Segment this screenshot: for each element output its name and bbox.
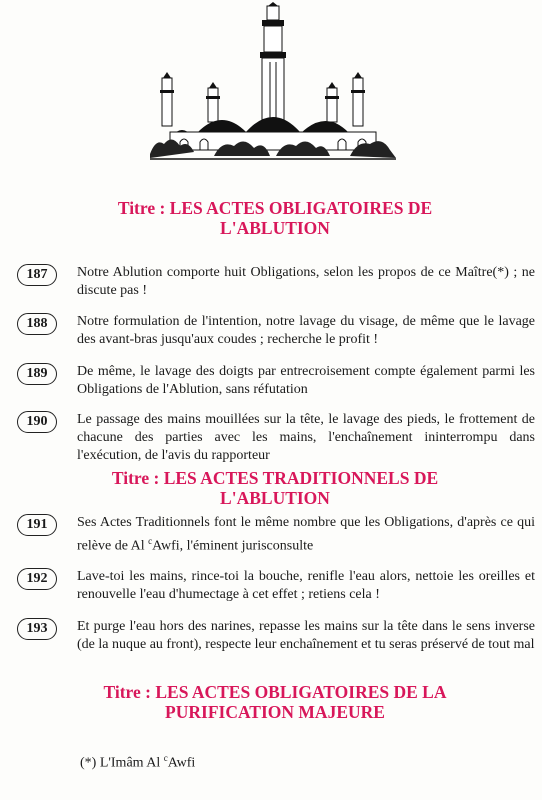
section-title-obligatory-ablution <box>60 198 490 238</box>
verse-text: Lave-toi les mains, rince-toi la bouche, renifle l'eau alors, nettoie les oreilles et renouvelle l'eau d'humectage à cet effet ; retiens cela ! <box>77 569 535 602</box>
title-line: Titre : LES ACTES OBLIGATOIRES DE <box>117 198 433 218</box>
title-line: Titre : LES ACTES TRADITIONNELS DE <box>111 468 439 488</box>
superscript-letter: c <box>163 753 168 763</box>
verse-text: Notre formulation de l'intention, notre lavage du visage, de même que le lavage des avant-bras jusqu'aux coudes ; recherche le profit ! <box>77 314 535 347</box>
verse-number: 187 <box>17 264 57 286</box>
footnote-text: Awfi <box>167 755 196 771</box>
verse-188 <box>17 313 535 349</box>
verse-number: 191 <box>17 514 57 536</box>
verse-text: Et purge l'eau hors des narines, repasse les mains sur la tête dans le sens inverse (de la nuque au front), respecte leur enchaînement et tu seras préservé de tout mal <box>77 619 535 652</box>
verse-number: 193 <box>17 618 57 640</box>
footnote-text: (*) L'Imâm Al <box>80 755 164 771</box>
verse-text: Notre Ablution comporte huit Obligations, selon les propos de ce Maître(*) ; ne discute pas ! <box>77 265 535 298</box>
verse-189 <box>17 363 535 399</box>
title-line: L'ABLUTION <box>220 488 330 508</box>
footnote <box>80 749 195 773</box>
verse-193 <box>17 618 535 654</box>
superscript-letter: c <box>148 536 153 546</box>
verse-text: Le passage des mains mouillées sur la tête, le lavage des pieds, le frottement de chacune des parties avec les mains, l'enchaînement ininterrompu dans l'exécution, de l'avis du rapporteur <box>77 412 535 463</box>
section-title-major-purification <box>60 682 490 722</box>
verse-190 <box>17 411 535 465</box>
title-line: PURIFICATION MAJEURE <box>165 702 385 722</box>
verse-number: 189 <box>17 363 57 385</box>
mosque-illustration <box>150 2 396 162</box>
verse-number: 192 <box>17 568 57 590</box>
section-title-traditional-ablution <box>60 468 490 508</box>
verse-number: 188 <box>17 313 57 335</box>
verse-187 <box>17 264 535 300</box>
verse-text-part: Awfi, l'éminent jurisconsulte <box>152 538 314 554</box>
verse-192 <box>17 568 535 604</box>
title-line: L'ABLUTION <box>220 218 330 238</box>
title-line: Titre : LES ACTES OBLIGATOIRES DE LA <box>103 682 447 702</box>
verse-text <box>77 514 535 556</box>
verse-191 <box>17 514 535 556</box>
verse-number: 190 <box>17 411 57 433</box>
verse-text-part: Ses Actes Traditionnels font le même nombre que les Obligations, d'après ce qui relève de Al <box>77 515 535 554</box>
verse-text: De même, le lavage des doigts par entrecroisement compte également parmi les Obligations de l'Ablution, sans réfutation <box>77 364 535 397</box>
